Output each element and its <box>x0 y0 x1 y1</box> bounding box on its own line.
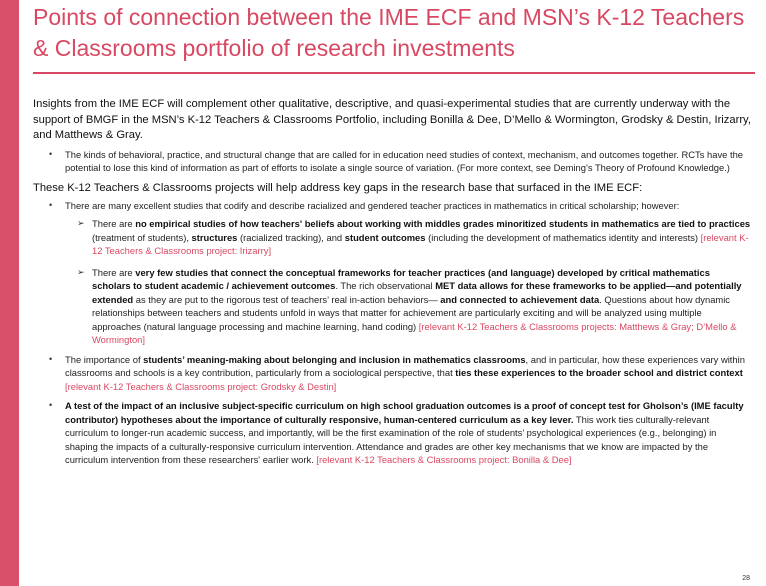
gap-bullet-text: There are many excellent studies that codify and describe racialized and gendered teacher practices in mathematics in critical scholarship; however: <box>65 199 680 211</box>
bullet-icon: • <box>49 353 53 364</box>
text-run: The importance of <box>65 353 144 365</box>
arrow-bullet-icon: ➢ <box>77 218 85 228</box>
bold-run: very few studies that connect the conceptual frameworks for teacher practices (and language) developed by critical mathematics scholars to student academic / achievement outcomes <box>92 266 710 291</box>
page-number: 28 <box>742 575 750 582</box>
bold-run: A test of the impact of an inclusive subject-specific curriculum on high school graduation outcomes is a proof of concept test for Gholson’s (IME faculty contributor) hypotheses about the importance of culturally responsive, human-centered curriculum as a key lever. <box>65 400 744 425</box>
bold-run: MET data allows for these frameworks to be applied—and potentially extended <box>92 280 742 305</box>
gap-bullet-curriculum <box>33 399 751 467</box>
bold-run: no empirical studies of how teachers' beliefs about working with middles grades minoritized students in mathematics are tied to practices <box>135 218 751 229</box>
text-run: . Questions about how dynamic relationships between teachers and students unfold in ways that matter for achievement are particularly exciting and will be analyzed using multiple approaches (natural language processing and machine learning, hand coding) <box>92 293 730 332</box>
bold-run: student outcomes <box>344 231 426 243</box>
sub-bullet-beliefs <box>33 217 751 258</box>
project-reference: [relevant K-12 Teachers & Classrooms project: Irizarry] <box>92 231 749 256</box>
text-run: This work ties culturally-relevant curriculum to longer-run academic success, and importantly, will be the first examination of the role of students’ psychological experiences (e.g., belonging) in shaping the impacts of a culturally-responsive curriculum intervention. Attendance and grades are other key mechanisms that we know are impacted by the curriculum intervention from these researchers' earlier work. <box>65 413 717 465</box>
bold-run: and connected to achievement data <box>440 293 600 305</box>
intro-paragraph: Insights from the IME ECF will complement other qualitative, descriptive, and quasi-experimental studies that are currently underway with the support of BMGF in the MSN’s K-12 Teachers & Classrooms Portfolio, including Bonilla & Dee, D’Mello & Wormington, Grodsky & Destin, Irizarry, and Matthews & Gray. <box>33 98 751 141</box>
text-run: , and in particular, how these experiences vary within classrooms and schools is a key contribution, particularly from a sociological perspective, that <box>65 353 745 378</box>
bullet-icon: • <box>49 400 53 410</box>
bold-run: structures <box>191 231 238 243</box>
gap-bullet-teacher-practices <box>33 199 751 213</box>
gap-bullet-belonging <box>33 353 751 394</box>
slide-title: Points of connection between the IME ECF and MSN’s K-12 Teachers & Classrooms portfolio of research investments <box>33 4 745 61</box>
text-run: There are <box>92 218 136 229</box>
project-reference: [relevant K-12 Teachers & Classrooms project: Grodsky & Destin] <box>65 380 337 392</box>
bullet-icon: • <box>49 148 53 159</box>
section-heading: These K-12 Teachers & Classrooms projects will help address key gaps in the research base that surfaced in the IME ECF: <box>33 181 643 194</box>
project-reference: [relevant K-12 Teachers & Classrooms project: Bonilla & Dee] <box>316 454 572 465</box>
slide-body <box>33 97 751 467</box>
intro-bullet-text: The kinds of behavioral, practice, and structural change that are called for in education need studies of context, mechanism, and outcomes together. RCTs have the potential to lose this kind of information as part of efforts to isolate a single source of variation. (For more context, see Deming’s Theory of Profound Knowledge.) <box>65 148 743 173</box>
bold-run: students’ meaning-making about belonging and inclusion in mathematics classrooms <box>143 353 526 365</box>
text-run: (including the development of mathematics identity and interests) <box>425 231 701 243</box>
title-divider <box>33 72 755 74</box>
text-run: (treatment of students), <box>92 231 192 243</box>
sub-bullet-frameworks <box>33 266 751 347</box>
bullet-icon: • <box>49 199 53 210</box>
text-run: as they are put to the rigorous test of teachers’ real in-action behaviors— <box>133 293 441 305</box>
text-run: . The rich observational <box>335 280 436 291</box>
text-run: There are <box>92 266 136 278</box>
accent-sidebar <box>0 0 19 586</box>
text-run: (racialized tracking), and <box>237 231 345 243</box>
arrow-bullet-icon: ➢ <box>77 266 85 277</box>
bold-run: ties these experiences to the broader school and district context <box>455 367 743 378</box>
intro-bullet <box>33 148 751 175</box>
project-reference: [relevant K-12 Teachers & Classrooms projects: Matthews & Gray; D’Mello & Wormington] <box>92 320 737 345</box>
